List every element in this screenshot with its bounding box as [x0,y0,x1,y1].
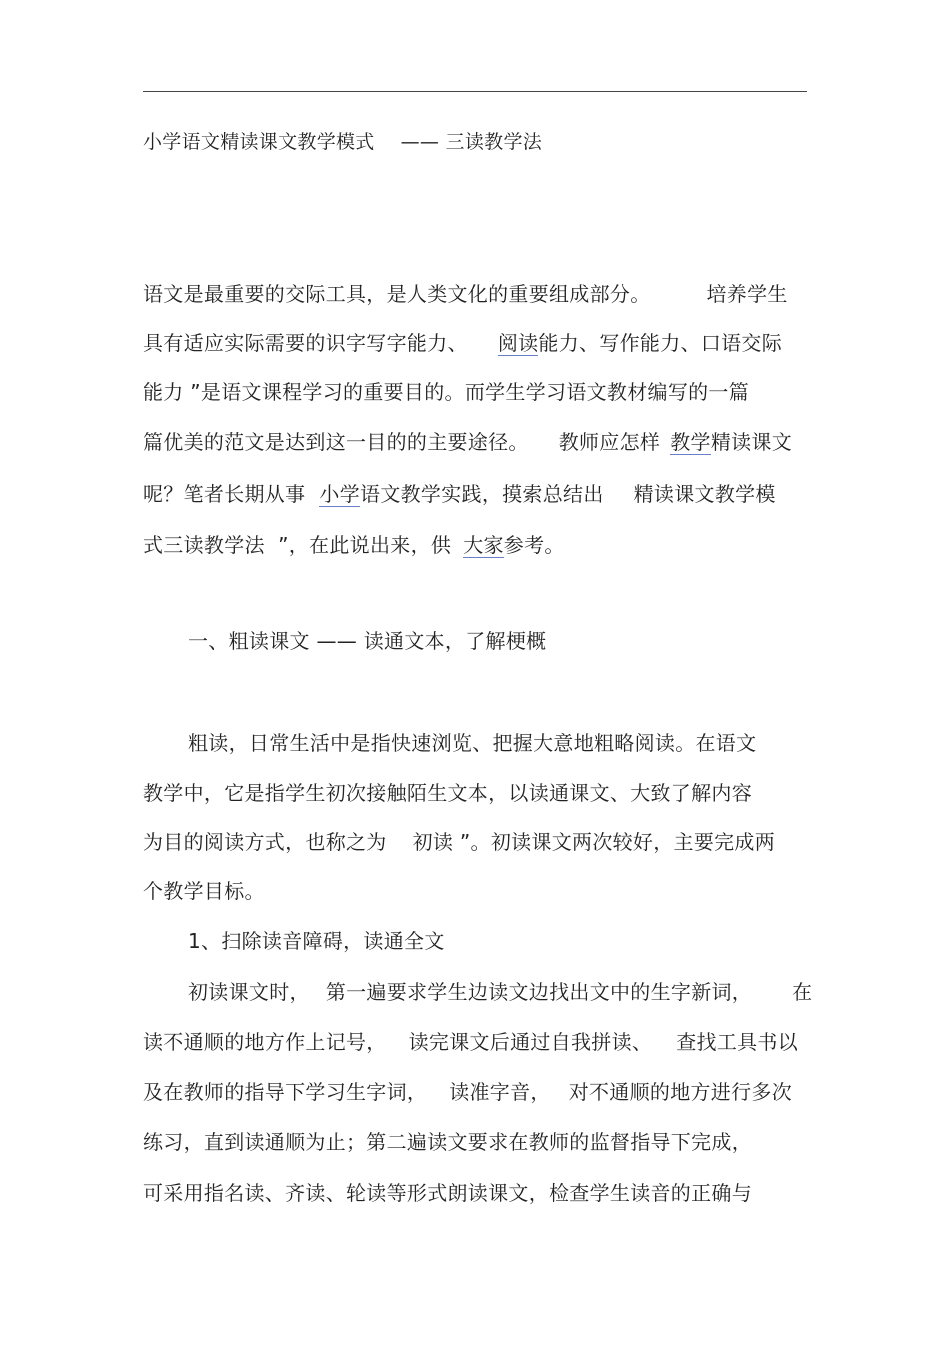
link-teaching[interactable]: 教学 [670,430,711,454]
text: 呢？笔者长期从事 [143,482,306,506]
text: 培养学生 [706,282,788,306]
text: 式三读教学法 ”，在此说出来，供 [143,533,452,557]
text: 篇优美的范文是达到这一目的的主要途径。 [143,430,529,454]
intro-line-2 [143,331,782,355]
section-heading-1: 一、粗读课文 —— 读通文本，了解梗概 [188,629,547,653]
subheading-1: 1、扫除读音障碍，读通全文 [188,929,445,953]
intro-line-6 [143,533,565,557]
text: 语文教学实践，摸索总结出 [360,482,604,506]
para2-line-1 [188,980,812,1004]
text: 参考。 [503,533,565,557]
link-reading[interactable]: 阅读 [497,331,539,355]
page-title [143,130,542,154]
text: 在 [792,980,813,1004]
para1-line-2: 教学中，它是指学生初次接触陌生文本，以读通课文、大致了解内容 [143,781,752,805]
text: 读准字音， [449,1080,551,1104]
para2-line-3 [143,1080,792,1104]
intro-line-4 [143,430,792,454]
text: 对不通顺的地方进行多次 [568,1080,793,1104]
text: 能力、写作能力、口语交际 [538,331,783,355]
text: 语文是最重要的交际工具，是人类文化的重要组成部分。 [143,282,651,306]
para2-line-5: 可采用指名读、齐读、轮读等形式朗读课文，检查学生读音的正确与 [143,1181,752,1205]
text: 读完课文后通过自我拼读、 [408,1030,653,1054]
text: 查找工具书以 [676,1030,799,1054]
text: 精读课文教学模 [633,482,776,506]
link-everyone[interactable]: 大家 [463,533,504,557]
intro-line-3: 能力 ”是语文课程学习的重要目的。而学生学习语文教材编写的一篇 [143,380,750,404]
intro-line-1 [143,282,788,306]
text: 读不通顺的地方作上记号， [143,1030,387,1054]
intro-line-5 [143,482,776,506]
para1-line-3 [143,830,775,854]
text: 初读课文时， [188,980,310,1004]
para1-line-1: 粗读，日常生活中是指快速浏览、把握大意地粗略阅读。在语文 [188,731,757,755]
para2-line-2 [143,1030,798,1054]
text: 为目的阅读方式，也称之为 [143,830,387,854]
title-sub: —— 三读教学法 [400,131,543,153]
text: 教师应怎样 [558,430,661,454]
para1-line-4: 个教学目标。 [143,879,265,903]
header-rule [143,91,807,92]
text: 及在教师的指导下学习生字词， [143,1080,428,1104]
para2-line-4: 练习，直到读通顺为止；第二遍读文要求在教师的监督指导下完成， [143,1130,752,1154]
text: 初读 ”。初读课文两次较好，主要完成两 [412,830,776,854]
link-primary-school[interactable]: 小学 [319,482,361,506]
text: 具有适应实际需要的识字写字能力、 [143,331,468,355]
text: 精读课文 [710,430,793,454]
text: 第一遍要求学生边读文边找出文中的生字新词， [325,980,753,1004]
title-main: 小学语文精读课文教学模式 [143,131,375,153]
